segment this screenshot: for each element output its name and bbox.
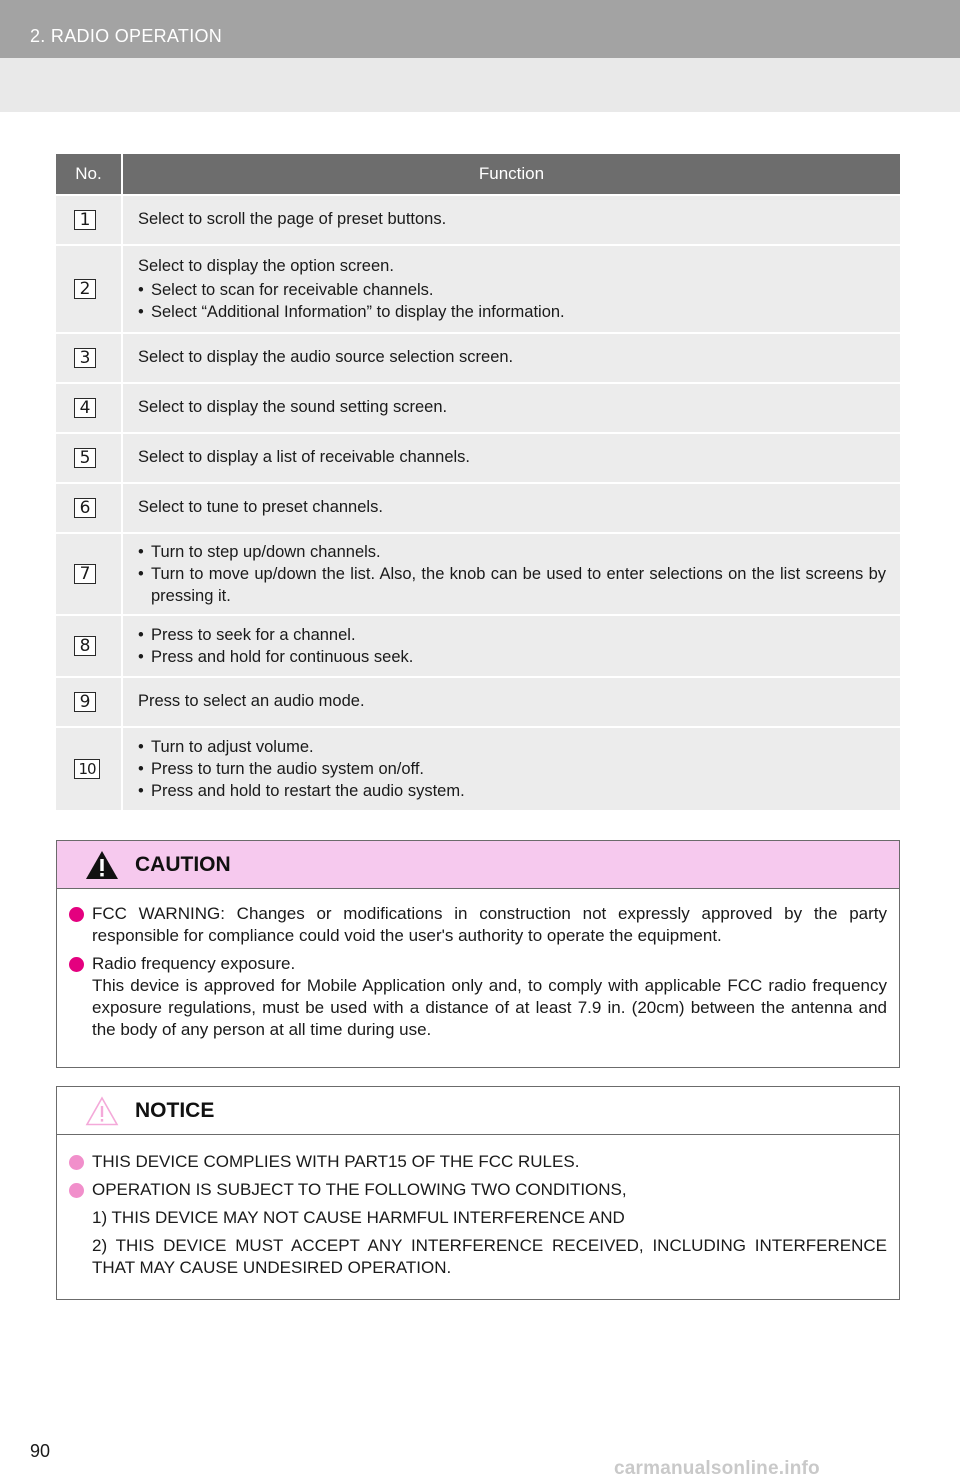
number-badge: 2 [74, 279, 96, 299]
bullet-dot-icon [69, 1183, 84, 1198]
caution-item [69, 903, 887, 947]
row-number-cell [56, 384, 123, 432]
function-bullet: • Press to turn the audio system on/off. [138, 758, 886, 780]
function-cell [123, 728, 900, 810]
table-row [56, 614, 900, 676]
number-badge: 9 [74, 692, 96, 712]
function-text: Select to display the audio source selection screen. [138, 348, 514, 366]
column-header-function: Function [478, 164, 545, 183]
caution-body [57, 889, 899, 1041]
function-text: Select to display a list of receivable channels. [138, 448, 471, 466]
number-badge: 1 [74, 210, 96, 230]
table-row [56, 194, 900, 244]
caution-item [69, 953, 887, 1041]
function-cell [123, 534, 900, 614]
row-number-cell [56, 484, 123, 532]
table-body [56, 194, 900, 810]
number-badge: 3 [74, 348, 96, 368]
row-number-cell [56, 196, 123, 244]
function-bullet: • Select “Additional Information” to display the information. [138, 301, 886, 323]
function-text: Select to tune to preset channels. [138, 498, 383, 516]
table-row [56, 482, 900, 532]
page-number: 90 [30, 1441, 51, 1461]
caution-title: CAUTION [135, 852, 231, 876]
function-table [56, 154, 900, 810]
table-row [56, 244, 900, 332]
number-badge: 5 [74, 448, 96, 468]
function-bullet: • Turn to adjust volume. [138, 736, 886, 758]
header-bar [0, 0, 960, 58]
function-cell [123, 334, 900, 382]
function-text: Press to select an audio mode. [138, 692, 365, 710]
bullet-dot-icon [69, 957, 84, 972]
column-header-no: No. [56, 154, 123, 194]
row-number-cell [56, 246, 123, 332]
function-bullet: • Select to scan for receivable channels. [138, 279, 886, 301]
function-bullet: • Turn to step up/down channels. [138, 541, 886, 563]
function-bullet: • Press to seek for a channel. [138, 624, 886, 646]
notice-item [69, 1179, 887, 1201]
row-number-cell [56, 616, 123, 676]
table-row [56, 332, 900, 382]
function-cell [123, 616, 900, 676]
table-row [56, 432, 900, 482]
notice-body [57, 1135, 899, 1279]
number-badge: 6 [74, 498, 96, 518]
table-row [56, 382, 900, 432]
number-badge: 7 [74, 564, 96, 584]
function-bullet: • Press and hold for continuous seek. [138, 646, 886, 668]
table-row [56, 676, 900, 726]
row-number-cell [56, 534, 123, 614]
table-header [56, 154, 900, 194]
warning-triangle-icon [85, 850, 119, 880]
caution-box [56, 840, 900, 1068]
section-title: 2. RADIO OPERATION [30, 26, 223, 46]
function-cell [123, 246, 900, 332]
notice-condition: 2) THIS DEVICE MUST ACCEPT ANY INTERFERENCE RECEIVED, INCLUDING INTERFERENCE THAT MAY CAUSE UNDESIRED OPERATION. [92, 1236, 887, 1277]
bullet-dot-icon [69, 1155, 84, 1170]
number-badge: 8 [74, 636, 96, 656]
function-text: Select to scroll the page of preset buttons. [138, 210, 447, 228]
notice-item-text: OPERATION IS SUBJECT TO THE FOLLOWING TWO CONDITIONS, [92, 1180, 627, 1199]
table-row [56, 726, 900, 810]
row-number-cell [56, 728, 123, 810]
table-row [56, 532, 900, 614]
function-cell [123, 678, 900, 726]
row-number-cell [56, 334, 123, 382]
notice-box [56, 1086, 900, 1300]
notice-title: NOTICE [135, 1098, 215, 1122]
watermark: carmanualsonline.info [614, 1458, 820, 1479]
caution-item-text: FCC WARNING: Changes or modifications in construction not expressly approved by the party responsible for compliance could void the user's authority to operate the equipment. [92, 904, 887, 945]
notice-item-text: THIS DEVICE COMPLIES WITH PART15 OF THE FCC RULES. [92, 1152, 580, 1171]
notice-item [69, 1151, 887, 1173]
row-number-cell [56, 678, 123, 726]
caution-item-text: This device is approved for Mobile Application only and, to comply with applicable FCC radio frequency exposure regulations, must be used with a distance of at least 7.9 in. (20cm) between the antenna and the body of any person at all time during use. [92, 976, 887, 1039]
row-number-cell [56, 434, 123, 482]
caution-item-title: Radio frequency exposure. [92, 954, 296, 973]
function-text: Select to display the sound setting screen. [138, 398, 448, 416]
function-cell [123, 484, 900, 532]
caution-item-content [92, 953, 887, 1041]
number-badge: 4 [74, 398, 96, 418]
notice-header [57, 1087, 899, 1135]
function-text: Select to display the option screen. [138, 257, 394, 275]
function-cell [123, 434, 900, 482]
function-bullet: • Press and hold to restart the audio system. [138, 780, 886, 802]
number-badge: 10 [74, 759, 100, 779]
notice-triangle-icon [85, 1096, 119, 1126]
notice-condition: 1) THIS DEVICE MAY NOT CAUSE HARMFUL INTERFERENCE AND [92, 1208, 625, 1227]
caution-header [57, 841, 899, 889]
function-cell [123, 196, 900, 244]
function-bullet: • Turn to move up/down the list. Also, the knob can be used to enter selections on the list screens by pressing it. [138, 563, 886, 607]
function-cell [123, 384, 900, 432]
bullet-dot-icon [69, 907, 84, 922]
